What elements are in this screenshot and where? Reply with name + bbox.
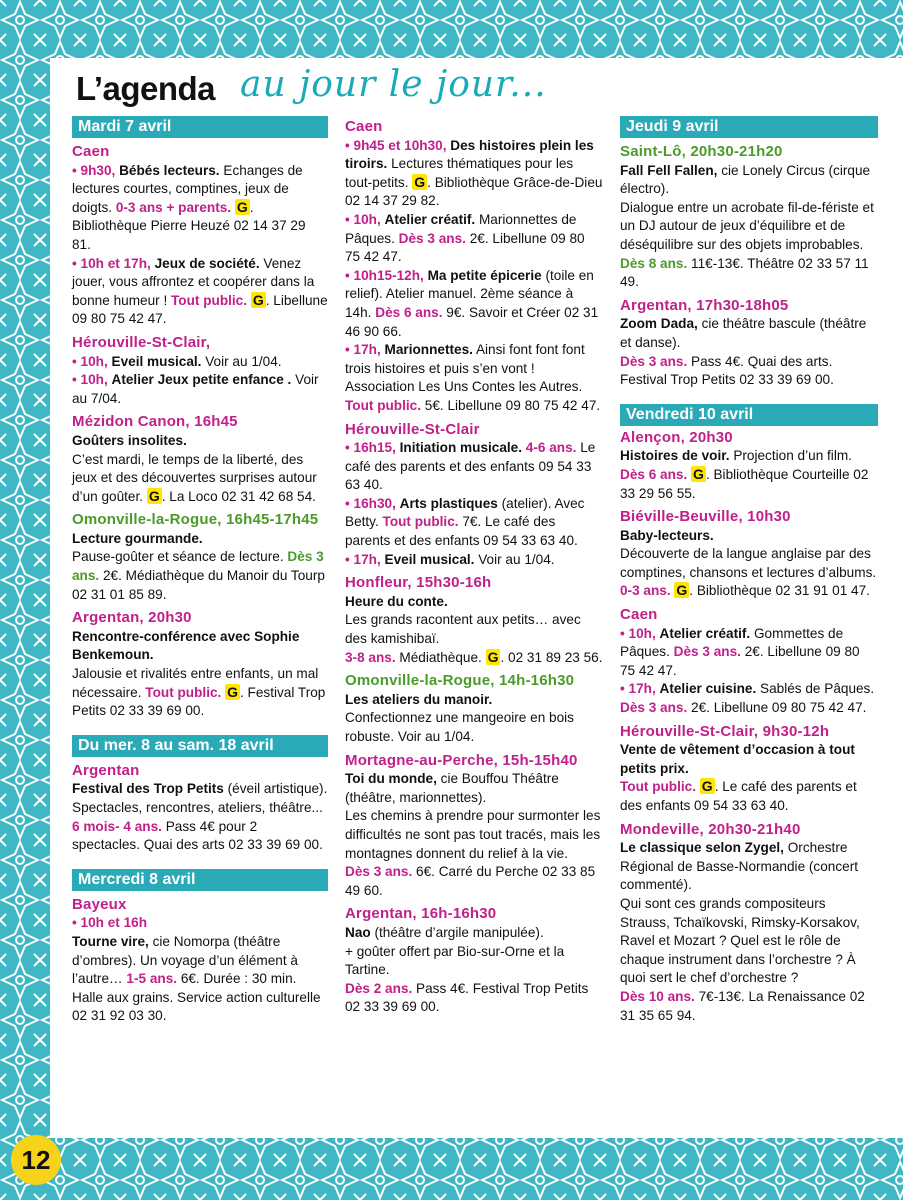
agenda-column-2: [345, 116, 603, 1017]
event-item: • 10h, Eveil musical. Voir au 1/04.: [72, 353, 282, 369]
event-item: Zoom Dada, cie théâtre bascule (théâtre et danse). Dès 3 ans. Pass 4€. Quai des arts. Festival Trop Petits 02 33 39 69 00.: [620, 316, 867, 388]
place-heading: Argentan, 20h30: [72, 609, 192, 627]
event-item: • 10h, Atelier créatif. Marionnettes de Pâques. Dès 3 ans. 2€. Libellune 09 80 75 42 47.: [345, 211, 585, 265]
page-number: 12: [11, 1135, 61, 1185]
place-heading: Hérouville-St-Clair, 9h30-12h: [620, 722, 830, 740]
place-heading: Argentan, 17h30-18h05: [620, 296, 789, 314]
event-item: • 17h, Marionnettes. Ainsi font font font trois histoires et puis s’en vont ! Association Les Uns Contes les Autres. Tout public. 5€. Libellune 09 80 75 42 47.: [345, 342, 601, 413]
event-item: Festival des Trop Petits (éveil artistique). Spectacles, rencontres, ateliers, théâtre... 6 mois- 4 ans. Pass 4€ pour 2 spectacles. Quai des arts 02 33 39 69 00.: [72, 781, 328, 853]
place-heading: Bayeux: [72, 895, 127, 913]
page-subtitle: au jour le jour...: [240, 64, 547, 105]
event-item: • 10h, Atelier créatif. Gommettes de Pâques. Dès 3 ans. 2€. Libellune 09 80 75 42 47.: [620, 625, 860, 678]
page-title: L’agenda: [76, 70, 216, 107]
place-heading: Mortagne-au-Perche, 15h-15h40: [345, 751, 578, 769]
event-item: • 10h, Atelier Jeux petite enfance . Voir au 7/04.: [72, 372, 319, 406]
place-heading: Argentan: [72, 761, 140, 779]
event-item: • 9h30, Bébés lecteurs. Echanges de lectures courtes, comptines, jeux de doigts. 0-3 ans + parents. G . Bibliothèque Pierre Heuzé 02 14 37 29 81.: [72, 162, 306, 252]
place-heading: Honfleur, 15h30-16h: [345, 574, 492, 592]
event-item: • 17h, Atelier cuisine. Sablés de Pâques. Dès 3 ans. 2€. Libellune 09 80 75 42 47.: [620, 681, 875, 716]
g-badge-icon: G: [676, 582, 688, 599]
event-item: • 10h et 17h, Jeux de société. Venez jouer, vous affrontez et coopérer dans la bonne humeur ! Tout public. G . Libellune 09 80 75 42 47.: [72, 255, 328, 327]
place-heading: Caen: [72, 143, 110, 160]
place-heading: Hérouville-St-Clair,: [72, 333, 211, 351]
event-item: • 10h15-12h, Ma petite épicerie (toile en relief). Atelier manuel. 2ème séance à 14h. Dès 6 ans. 9€. Savoir et Créer 02 31 46 90 66.: [345, 267, 599, 339]
g-badge-icon: G: [252, 291, 264, 308]
event-item: Lecture gourmande. Pause-goûter et séance de lecture. Dès 3 ans. 2€. Médiathèque du Manoir du Tourp 02 31 01 85 89.: [72, 530, 325, 602]
g-badge-icon: G: [148, 487, 160, 504]
date-header: Vendredi 10 avril: [620, 404, 878, 426]
g-badge-icon: G: [701, 778, 713, 795]
date-header: Mercredi 8 avril: [72, 869, 328, 891]
event-item: Les ateliers du manoir. Confectionnez une mangeoire en bois robuste. Voir au 1/04.: [345, 691, 574, 744]
event-item: • 16h30, Arts plastiques (atelier). Avec Betty. Tout public. 7€. Le café des parents et des enfants 09 54 33 63 40.: [345, 495, 585, 549]
place-heading: Hérouville-St-Clair: [345, 420, 480, 438]
g-badge-icon: G: [236, 198, 248, 215]
event-item: Goûters insolites. C’est mardi, le temps de la liberté, des jeux et des découvertes surprises autour d’un goûter. G . La Loco 02 31 42 68 54.: [72, 432, 317, 504]
event-item: • 9h45 et 10h30, Des histoires plein les tiroirs. Lectures thématiques pour les tout-petits. G . Bibliothèque Grâce-de-Dieu 02 14 37 29 82.: [345, 137, 603, 209]
place-heading: Omonville-la-Rogue, 16h45-17h45: [72, 511, 319, 529]
g-badge-icon: G: [414, 173, 426, 190]
date-header: Jeudi 9 avril: [620, 116, 878, 138]
place-heading: Argentan, 16h-16h30: [345, 905, 497, 923]
agenda-column-1: [72, 116, 328, 1026]
event-item: Baby-lecteurs. Découverte de la langue anglaise par des comptines, chansons et lectures d’albums. 0-3 ans. G . Bibliothèque 02 31 91 01 47.: [620, 527, 877, 599]
place-heading: Caen: [620, 606, 658, 624]
event-item: • 16h15, Initiation musicale. 4-6 ans. Le café des parents et des enfants 09 54 33 63 40.: [345, 440, 596, 493]
event-item: Nao (théâtre d’argile manipulée). + goûter offert par Bio-sur-Orne et la Tartine. Dès 2 ans. Pass 4€. Festival Trop Petits 02 33 39 69 00.: [345, 924, 589, 1015]
place-heading: Omonville-la-Rogue, 14h-16h30: [345, 672, 575, 690]
event-item: Histoires de voir. Projection d’un film. Dès 6 ans. G . Bibliothèque Courteille 02 33 29 56 55.: [620, 448, 869, 501]
date-header: Du mer. 8 au sam. 18 avril: [72, 735, 328, 757]
event-item: Rencontre-conférence avec Sophie Benkemoun. Jalousie et rivalités entre enfants, un mal nécessaire. Tout public. G . Festival Trop Petits 02 33 39 69 00.: [72, 628, 326, 719]
g-badge-icon: G: [693, 465, 704, 482]
place-heading: Alençon, 20h30: [620, 428, 733, 446]
g-badge-icon: G: [227, 683, 238, 700]
event-item: Fall Fell Fallen, cie Lonely Circus (cirque électro). Dialogue entre un acrobate fil-de-fériste et un DJ autour de jeux d’équilibre et de déséquilibre sur des objets improbables. Dès 8 ans. 11€-13€. Théâtre 02 33 57 11 49.: [620, 162, 874, 290]
g-badge-icon: G: [487, 648, 499, 665]
event-item: Vente de vêtement d’occasion à tout petits prix. Tout public. G . Le café des parents et des enfants 09 54 33 63 40.: [620, 742, 857, 813]
place-heading: Mézidon Canon, 16h45: [72, 413, 238, 431]
date-header: Mardi 7 avril: [72, 116, 328, 138]
place-heading: Mondeville, 20h30-21h40: [620, 820, 801, 838]
event-item: Toi du monde, cie Bouffou Théâtre (théâtre, marionnettes). Les chemins à prendre pour surmonter les difficultés ne sont pas tout tracés, mais les montagnes donnent du relief à la vie. Dès 3 ans. 6€. Carré du Perche 02 33 85 49 60.: [345, 771, 601, 898]
event-item: Le classique selon Zygel, Orchestre Régional de Basse-Normandie (concert commenté). Qui sont ces grands compositeurs Strauss, Tchaïkovski, Rimsky-Korsakov, Ravel et Mozart ? Quel est le rôle de chaque instrument dans l’orchestre ? À quoi sert le chef d’orchestre ? Dès 10 ans. 7€-13€. La Renaissance 02 31 35 65 94.: [620, 840, 865, 1023]
event-item: • 17h, Eveil musical. Voir au 1/04.: [345, 551, 555, 567]
place-heading: Saint-Lô, 20h30-21h20: [620, 143, 783, 160]
event-item: • 10h et 16h Tourne vire, cie Nomorpa (théâtre d’ombres). Un voyage d’un élément à l’autre… 1-5 ans. 6€. Durée : 30 min. Halle aux grains. Service action culturelle 02 31 92 03 30.: [72, 915, 321, 1024]
event-item: Heure du conte. Les grands racontent aux petits… avec des kamishibaï. 3-8 ans. Médiathèque. G . 02 31 89 23 56.: [345, 593, 603, 665]
place-heading: Biéville-Beuville, 10h30: [620, 508, 791, 526]
place-heading: Caen: [345, 118, 383, 135]
agenda-column-3: [620, 116, 878, 1025]
